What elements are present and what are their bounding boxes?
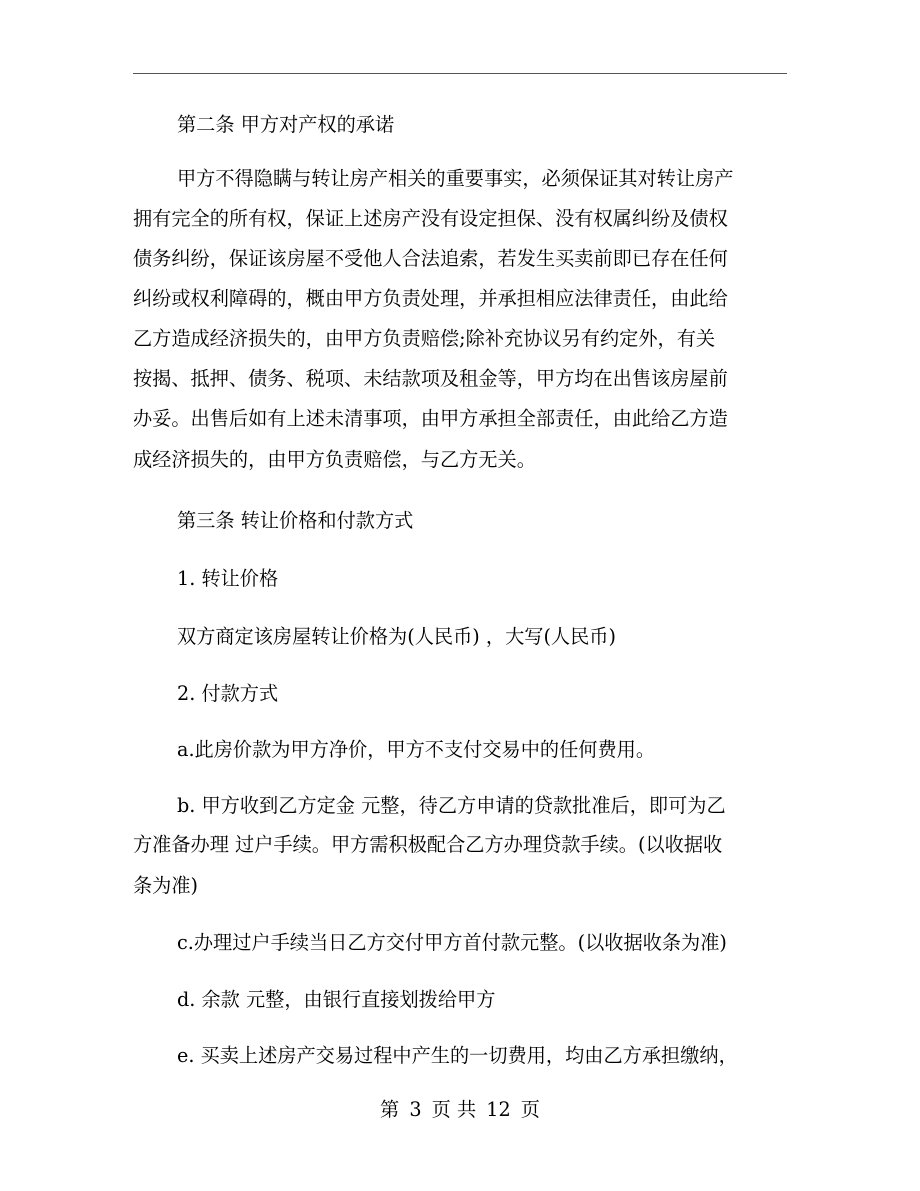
clause-b-line-2: 方准备办理 过户手续。甲方需积极配合乙方办理贷款手续。(以收据收 [133,833,723,856]
clause-e: e. 买卖上述房产交易过程中产生的一切费用，均由乙方承担缴纳， [177,1044,738,1067]
page-footer [0,1097,920,1123]
clause-c: c.办理过户手续当日乙方交付甲方首付款元整。(以收据收条为准) [177,931,727,954]
article-2-line-4: 纠纷或权利障碍的，概由甲方负责处理，并承担相应法律责任，由此给 [133,287,728,310]
footer-suffix: 页 [520,1098,540,1121]
header-rule [133,73,787,74]
article-2-line-3: 债务纠纷，保证该房屋不受他人合法追索，若发生买卖前即已存在任何 [133,247,728,270]
article-2-line-5: 乙方造成经济损失的，由甲方负责赔偿;除补充协议另有约定外，有关 [133,327,716,350]
article-2-line-8: 成经济损失的，由甲方负责赔偿，与乙方无关。 [133,448,536,471]
article-3-heading: 第三条 转让价格和付款方式 [177,509,414,532]
item-1-title: 1. 转让价格 [177,567,279,590]
article-2-line-6: 按揭、抵押、债务、税项、未结款项及租金等，甲方均在出售该房屋前 [133,367,728,390]
current-page-number: 3 [409,1098,422,1121]
article-2-line-7: 办妥。出售后如有上述未清事项，由甲方承担全部责任，由此给乙方造 [133,407,728,430]
article-2-heading: 第二条 甲方对产权的承诺 [177,113,395,136]
footer-middle: 页 共 [431,1098,477,1121]
clause-b-line-1: b. 甲方收到乙方定金 元整，待乙方申请的贷款批准后，即可为乙 [177,794,726,817]
total-pages-number: 12 [486,1098,511,1121]
clause-b-line-3: 条为准) [133,874,199,897]
article-2-line-2: 拥有完全的所有权，保证上述房产没有设定担保、没有权属纠纷及债权 [133,207,728,230]
clause-d: d. 余款 元整，由银行直接划拨给甲方 [177,988,496,1011]
item-1-text: 双方商定该房屋转让价格为(人民币) ，大写(人民币) [177,625,616,648]
footer-prefix: 第 [380,1098,400,1121]
item-2-title: 2. 付款方式 [177,682,279,705]
clause-a: a.此房价款为甲方净价，甲方不支付交易中的任何费用。 [177,738,656,761]
article-2-line-1: 甲方不得隐瞒与转让房产相关的重要事实，必须保证其对转让房产 [177,167,734,190]
